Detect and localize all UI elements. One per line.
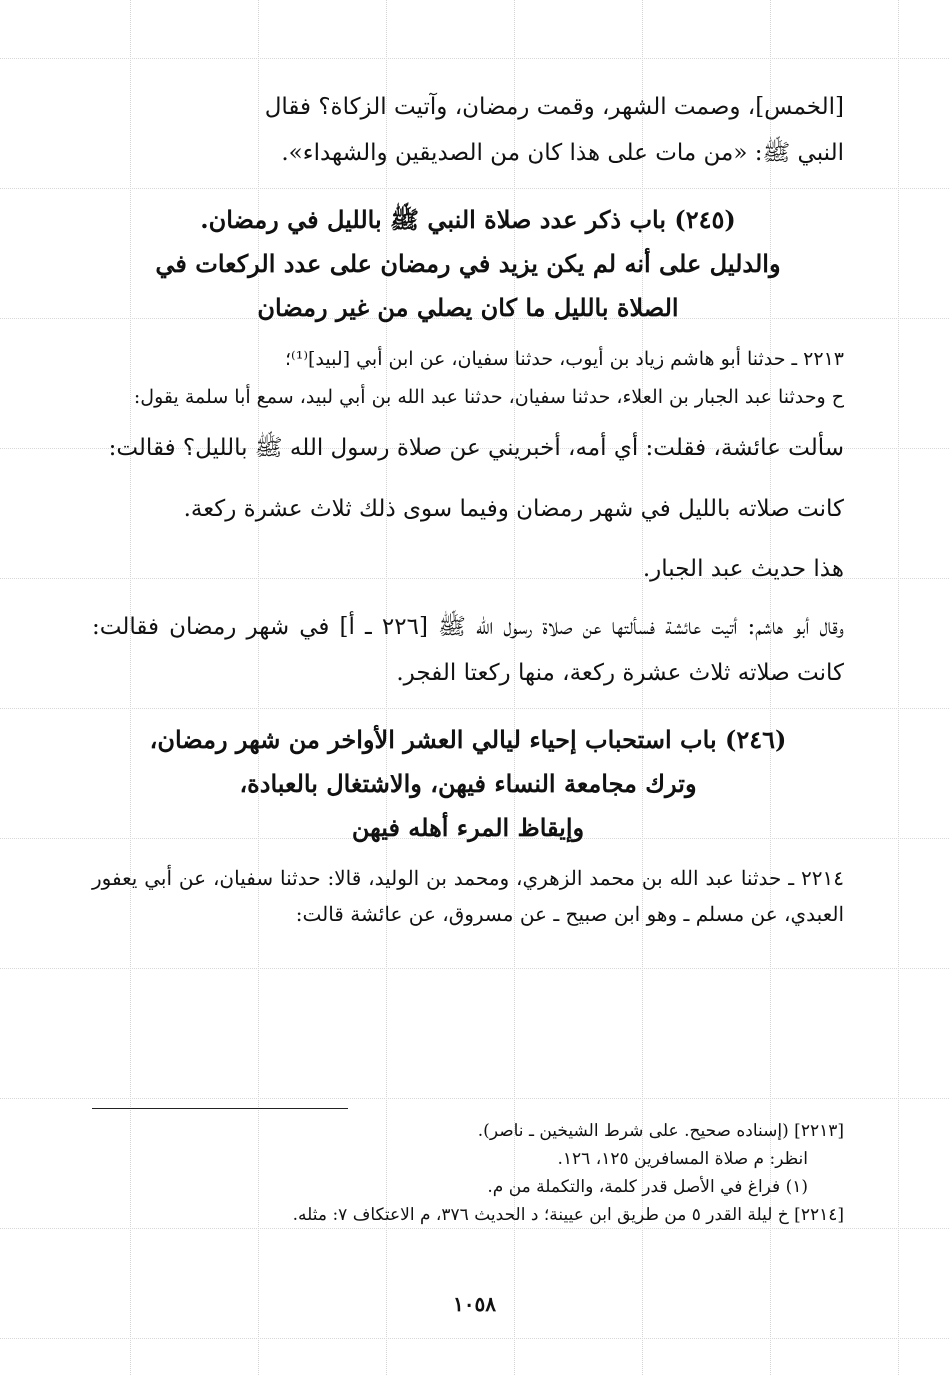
hadith-2213-matn-1: سألت عائشة، فقلت: أي أمه، أخبريني عن صلاة رسول الله ﷺ بالليل؟ فقالت: (108, 435, 844, 461)
footnote-1: (١) فراغ في الأصل قدر كلمة، والتكملة من م. (487, 1177, 808, 1197)
footnote-divider (92, 1108, 348, 1109)
hadith-2213-matn-4: وقال أبو هاشم: أتيت عائشة فسألتها عن صلاة رسول الله ﷺ [٢٢٦ ـ أ] في شهر رمضان فقالت: كانت صلاته ثلاث عشرة ركعة، منها ركعتا الفجر. (92, 614, 845, 686)
footnote-2213: [٢٢١٣] (إسناده صحيح. على شرط الشيخين ـ ناصر). (477, 1121, 844, 1141)
chapter-245-line-2: والدليل على أنه لم يكن يزيد في رمضان على عدد الركعات في (155, 249, 781, 278)
grid-line (0, 1338, 949, 1339)
page-number: ١٠٥٨ (453, 1292, 496, 1316)
intro-line-2: النبي ﷺ: «من مات على هذا كان من الصديقين والشهداء». (281, 140, 844, 166)
chapter-heading-245 (92, 198, 844, 330)
page-body (92, 84, 844, 932)
grid-line (0, 58, 949, 59)
footnote-2214: [٢٢١٤] خ ليلة القدر ٥ من طريق ابن عيينة؛ د الحديث ٣٧٦، م الاعتكاف ٧: مثله. (292, 1205, 844, 1225)
hadith-2213-matn-2: كانت صلاته بالليل في شهر رمضان وفيما سوى ذلك ثلاث عشرة ركعة. (183, 496, 844, 522)
grid-line (898, 0, 899, 1375)
hadith-2213-isnad-1: ٢٢١٣ ـ حدثنا أبو هاشم زياد بن أيوب، حدثنا سفيان، عن ابن أبي [لبيد]⁽¹⁾؛ (284, 348, 844, 370)
grid-line (0, 968, 949, 969)
hadith-2214-isnad: ٢٢١٤ ـ حدثنا عبد الله بن محمد الزهري، ومحمد بن الوليد، قالا: حدثنا سفيان، عن أبي يعفور العبدي، عن مسلم ـ وهو ابن صبيح ـ عن مسروق، عن عائشة قالت: (92, 866, 844, 926)
chapter-245-line-1: (٢٤٥) باب ذكر عدد صلاة النبي ﷺ بالليل في رمضان. (200, 205, 736, 234)
hadith-2213-matn-3: هذا حديث عبد الجبار. (642, 556, 844, 582)
hadith-2213-isnad-2: ح وحدثنا عبد الجبار بن العلاء، حدثنا سفيان، حدثنا عبد الله بن أبي لبيد، سمع أبا سلمة يقول: (133, 386, 844, 408)
grid-line (0, 1098, 949, 1099)
footnotes (92, 1108, 844, 1229)
footnote-2213-reference: انظر: م صلاة المسافرين ١٢٥، ١٢٦. (557, 1149, 808, 1169)
chapter-246-line-3: وإيقاظ المرء أهله فيهن (351, 813, 585, 842)
chapter-245-line-3: الصلاة بالليل ما كان يصلي من غير رمضان (257, 293, 679, 322)
chapter-246-line-2: وترك مجامعة النساء فيهن، والاشتغال بالعبادة، (239, 769, 697, 798)
chapter-246-line-1: (٢٤٦) باب استحباب إحياء ليالي العشر الأواخر من شهر رمضان، (149, 725, 787, 754)
intro-line-1: [الخمس]، وصمت الشهر، وقمت رمضان، وآتيت الزكاة؟ فقال (264, 94, 844, 120)
chapter-heading-246 (92, 718, 844, 850)
